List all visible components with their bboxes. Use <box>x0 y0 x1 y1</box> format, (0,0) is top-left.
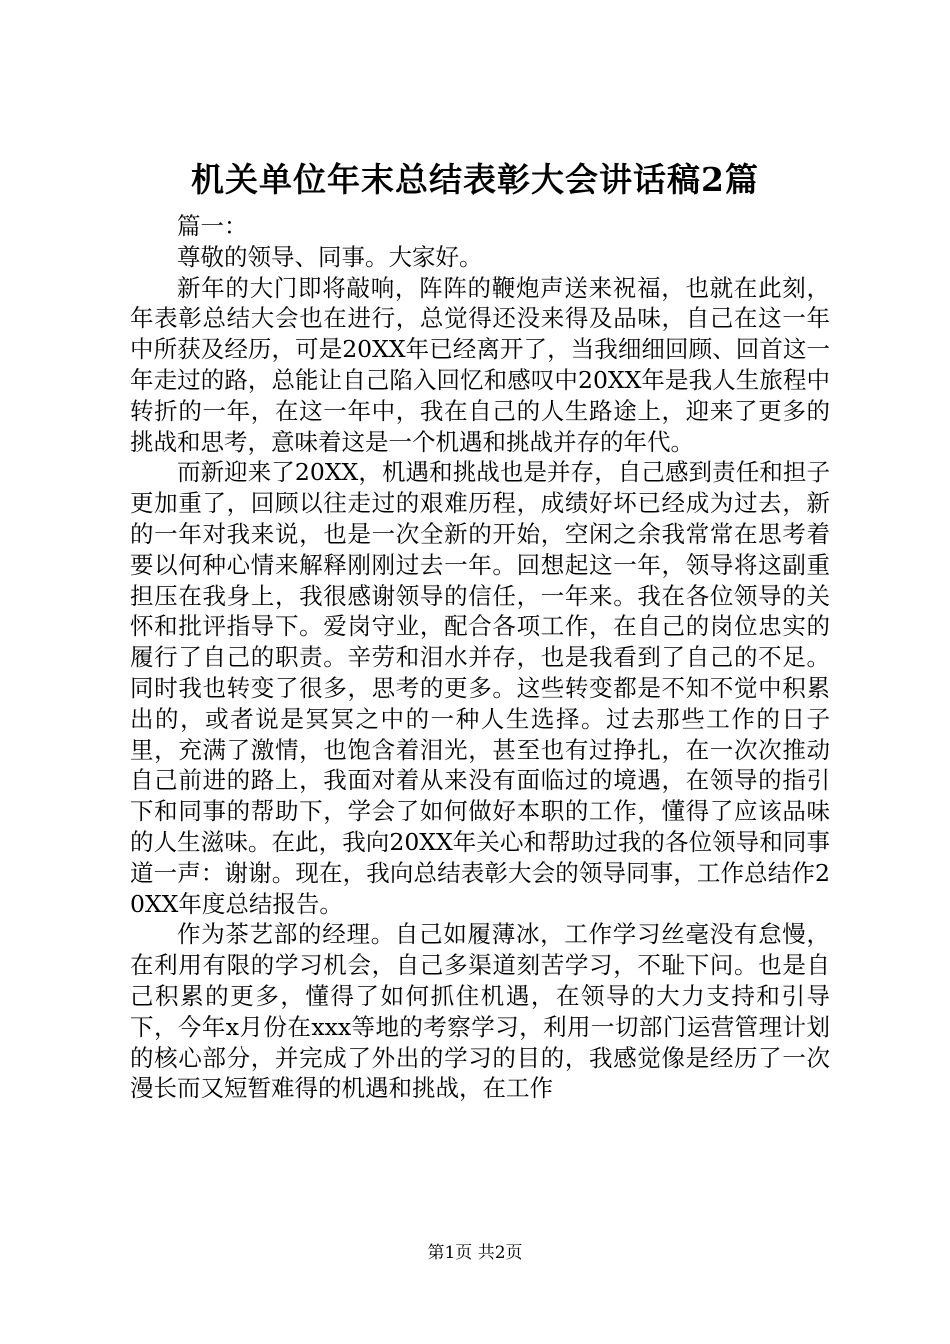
body-paragraph-3: 作为茶艺部的经理。自己如履薄冰，工作学习丝毫没有怠慢，在利用有限的学习机会，自己多渠道刻苦学习，不耻下问。也是自己积累的更多，懂得了如何抓住机遇，在领导的大力支持和引导下，今年x月份在xxx等地的考察学习，利用一切部门运营管理计划的核心部分，并完成了外出的学习的目的，我感觉像是经历了一次漫长而又短暂难得的机遇和挑战，在工作 <box>130 920 830 1103</box>
section-heading: 篇一： <box>177 212 248 240</box>
document-body <box>130 211 830 1104</box>
page-number-footer: 第1页 共2页 <box>427 1243 523 1263</box>
body-paragraph-2: 而新迎来了20XX，机遇和挑战也是并存，自己感到责任和担子更加重了，回顾以往走过的艰难历程，成绩好坏已经成为过去，新的一年对我来说，也是一次全新的开始，空闲之余我常常在思考着要以何种心情来解释刚刚过去一年。回想起这一年，领导将这副重担压在我身上，我很感谢领导的信任，一年来。我在各位领导的关怀和批评指导下。爱岗守业，配合各项工作，在自己的岗位忠实的履行了自己的职责。辛劳和泪水并存，也是我看到了自己的不足。同时我也转变了很多，思考的更多。这些转变都是不知不觉中积累出的，或者说是冥冥之中的一种人生选择。过去那些工作的日子里，充满了激情，也饱含着泪光，甚至也有过挣扎，在一次次推动自己前进的路上，我面对着从来没有面临过的境遇，在领导的指引下和同事的帮助下，学会了如何做好本职的工作，懂得了应该品味的人生滋味。在此，我向20XX年关心和帮助过我的各位领导和同事道一声：谢谢。现在，我向总结表彰大会的领导同事，工作总结作20XX年度总结报告。 <box>130 458 830 918</box>
greeting-paragraph: 尊敬的领导、同事。大家好。 <box>177 242 483 271</box>
body-paragraph-1: 新年的大门即将敲响，阵阵的鞭炮声送来祝福，也就在此刻，年表彰总结大会也在进行，总觉得还没来得及品味，自己在这一年中所获及经历，可是20XX年已经离开了，当我细细回顾、回首这一年走过的路，总能让自己陷入回忆和感叹中20XX年是我人生旅程中转折的一年，在这一年中，我在自己的人生路途上，迎来了更多的挑战和思考，意味着这是一个机遇和挑战并存的年代。 <box>130 273 830 456</box>
document-title: 机关单位年末总结表彰大会讲话稿2篇 <box>191 160 759 199</box>
